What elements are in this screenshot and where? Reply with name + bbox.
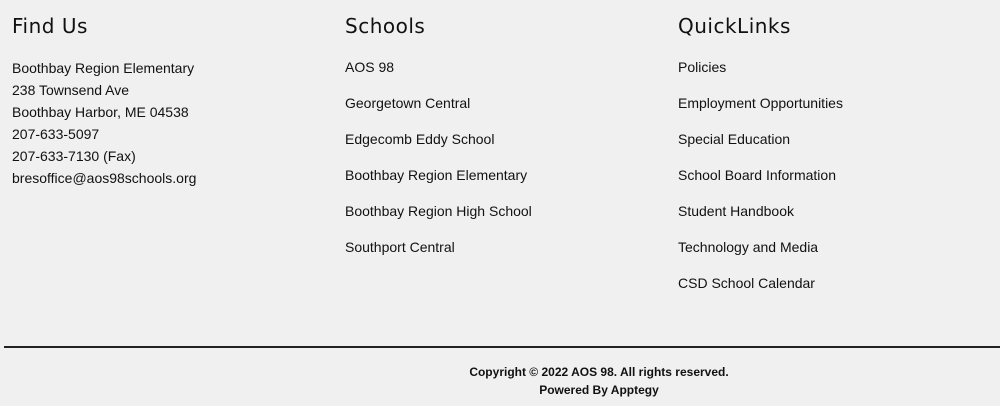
phone-number: 207-633-5097 [12, 126, 100, 142]
email-address: bresoffice@aos98schools.org [12, 170, 197, 186]
street-address: 238 Townsend Ave [12, 82, 130, 98]
list-item [345, 164, 532, 200]
find-us-heading: Find Us [12, 14, 88, 38]
quicklink-school-board[interactable]: School Board Information [678, 167, 836, 183]
list-item [678, 200, 843, 236]
quicklink-technology-media[interactable]: Technology and Media [678, 239, 819, 255]
site-footer [299, 364, 899, 399]
apptegy-link[interactable]: Apptegy [610, 382, 659, 397]
school-link-boothbay-high[interactable]: Boothbay Region High School [345, 203, 532, 219]
quicklink-csd-calendar[interactable]: CSD School Calendar [678, 275, 815, 291]
city-state-zip: Boothbay Harbor, ME 04538 [12, 104, 189, 120]
school-link-southport-central[interactable]: Southport Central [345, 239, 455, 255]
schools-list [345, 56, 532, 272]
quicklinks-list [678, 56, 843, 308]
fax-number: 207-633-7130 (Fax) [12, 148, 136, 164]
quicklink-policies[interactable]: Policies [678, 59, 727, 75]
school-link-georgetown-central[interactable]: Georgetown Central [345, 95, 471, 111]
contact-info [12, 57, 196, 189]
list-item [678, 92, 843, 128]
powered-by-label: Powered By [539, 382, 611, 397]
list-item [345, 92, 532, 128]
school-name: Boothbay Region Elementary [12, 60, 195, 76]
list-item [678, 164, 843, 200]
list-item [345, 236, 532, 272]
quicklink-employment[interactable]: Employment Opportunities [678, 95, 843, 111]
copyright-text: Copyright © 2022 AOS 98. All rights reserved. [469, 365, 729, 379]
school-link-boothbay-elementary[interactable]: Boothbay Region Elementary [345, 167, 528, 183]
list-item [678, 56, 843, 92]
quicklinks-heading: QuickLinks [678, 14, 791, 38]
list-item [345, 200, 532, 236]
list-item [678, 272, 843, 308]
school-link-aos98[interactable]: AOS 98 [345, 59, 395, 75]
quicklink-student-handbook[interactable]: Student Handbook [678, 203, 794, 219]
list-item [678, 236, 843, 272]
quicklink-special-education[interactable]: Special Education [678, 131, 791, 147]
list-item [345, 56, 532, 92]
list-item [678, 128, 843, 164]
list-item [345, 128, 532, 164]
powered-by-line [299, 382, 899, 400]
schools-heading: Schools [345, 14, 426, 38]
footer-divider [4, 346, 1000, 348]
school-link-edgecomb-eddy[interactable]: Edgecomb Eddy School [345, 131, 495, 147]
